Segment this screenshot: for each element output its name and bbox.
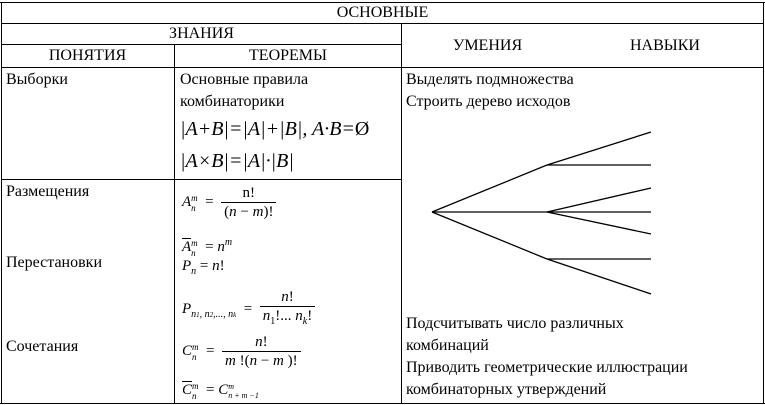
habits-header: НАВЫКИ xyxy=(630,37,700,54)
concept-combinations: Сочетания xyxy=(6,338,79,355)
table-border-right xyxy=(763,2,764,404)
permutations-formula: $P_n = n$! xyxy=(182,258,225,277)
tree-branch-bottom xyxy=(432,212,547,259)
theorems-header: ТЕОРЕМЫ xyxy=(249,47,327,64)
row-line-samples xyxy=(1,179,402,180)
concept-permutations: Перестановки xyxy=(6,254,102,271)
combinations-rep-formula: Cm n = Cm n + m −1 xyxy=(182,380,259,401)
formula-sum: |A+B|=|A|+|B|, A·B=Ø xyxy=(180,118,370,140)
concept-samples: Выборки xyxy=(6,71,68,88)
formula-product: |A×B|=|A|·|B| xyxy=(180,150,294,172)
skill-select-subsets: Выделять подмножества xyxy=(406,71,574,88)
placements-rep-formula: Am $n = n^m$ xyxy=(182,237,233,258)
tree-leaf-5 xyxy=(547,212,651,234)
skill-illustrate-line2: комбинаторных утверждений xyxy=(406,381,607,398)
permutations-rep-formula: $P_{n1, n2,..., nk}$ = $\frac{n!}{n_1!... n_k!}$ xyxy=(182,288,315,331)
skill-build-tree: Строить дерево исходов xyxy=(406,93,571,110)
main-title: ОСНОВНЫЕ xyxy=(336,4,429,21)
tree-branch-top xyxy=(432,165,547,212)
col-line-theorems xyxy=(174,44,175,404)
concepts-header: ПОНЯТИЯ xyxy=(48,47,127,64)
row-line-2 xyxy=(1,44,402,45)
tree-leaf-7 xyxy=(547,259,651,294)
placements-formula: Am n = $\frac{n!}{(n - m)!}$ xyxy=(182,184,276,221)
tree-leaf-1 xyxy=(547,132,651,165)
skill-count-line1: Подсчитывать число различных xyxy=(406,315,624,332)
basic-rules-line1: Основные правила xyxy=(180,71,309,88)
concept-placements: Размещения xyxy=(6,183,90,200)
outcome-tree-diagram xyxy=(402,120,662,305)
row-line-3 xyxy=(1,67,764,68)
skills-header: УМЕНИЯ xyxy=(453,37,523,54)
knowledge-header: ЗНАНИЯ xyxy=(169,25,234,42)
skill-illustrate-line1: Приводить геометрические иллюстрации xyxy=(406,359,688,376)
table-border-bottom xyxy=(0,403,765,404)
skill-count-line2: комбинаций xyxy=(406,337,489,354)
basic-rules-line2: комбинаторики xyxy=(180,93,285,110)
tree-leaf-3 xyxy=(547,188,651,212)
combinations-formula: Cm n = $\frac{n!}{m !(n - m )!}$ xyxy=(182,333,301,370)
